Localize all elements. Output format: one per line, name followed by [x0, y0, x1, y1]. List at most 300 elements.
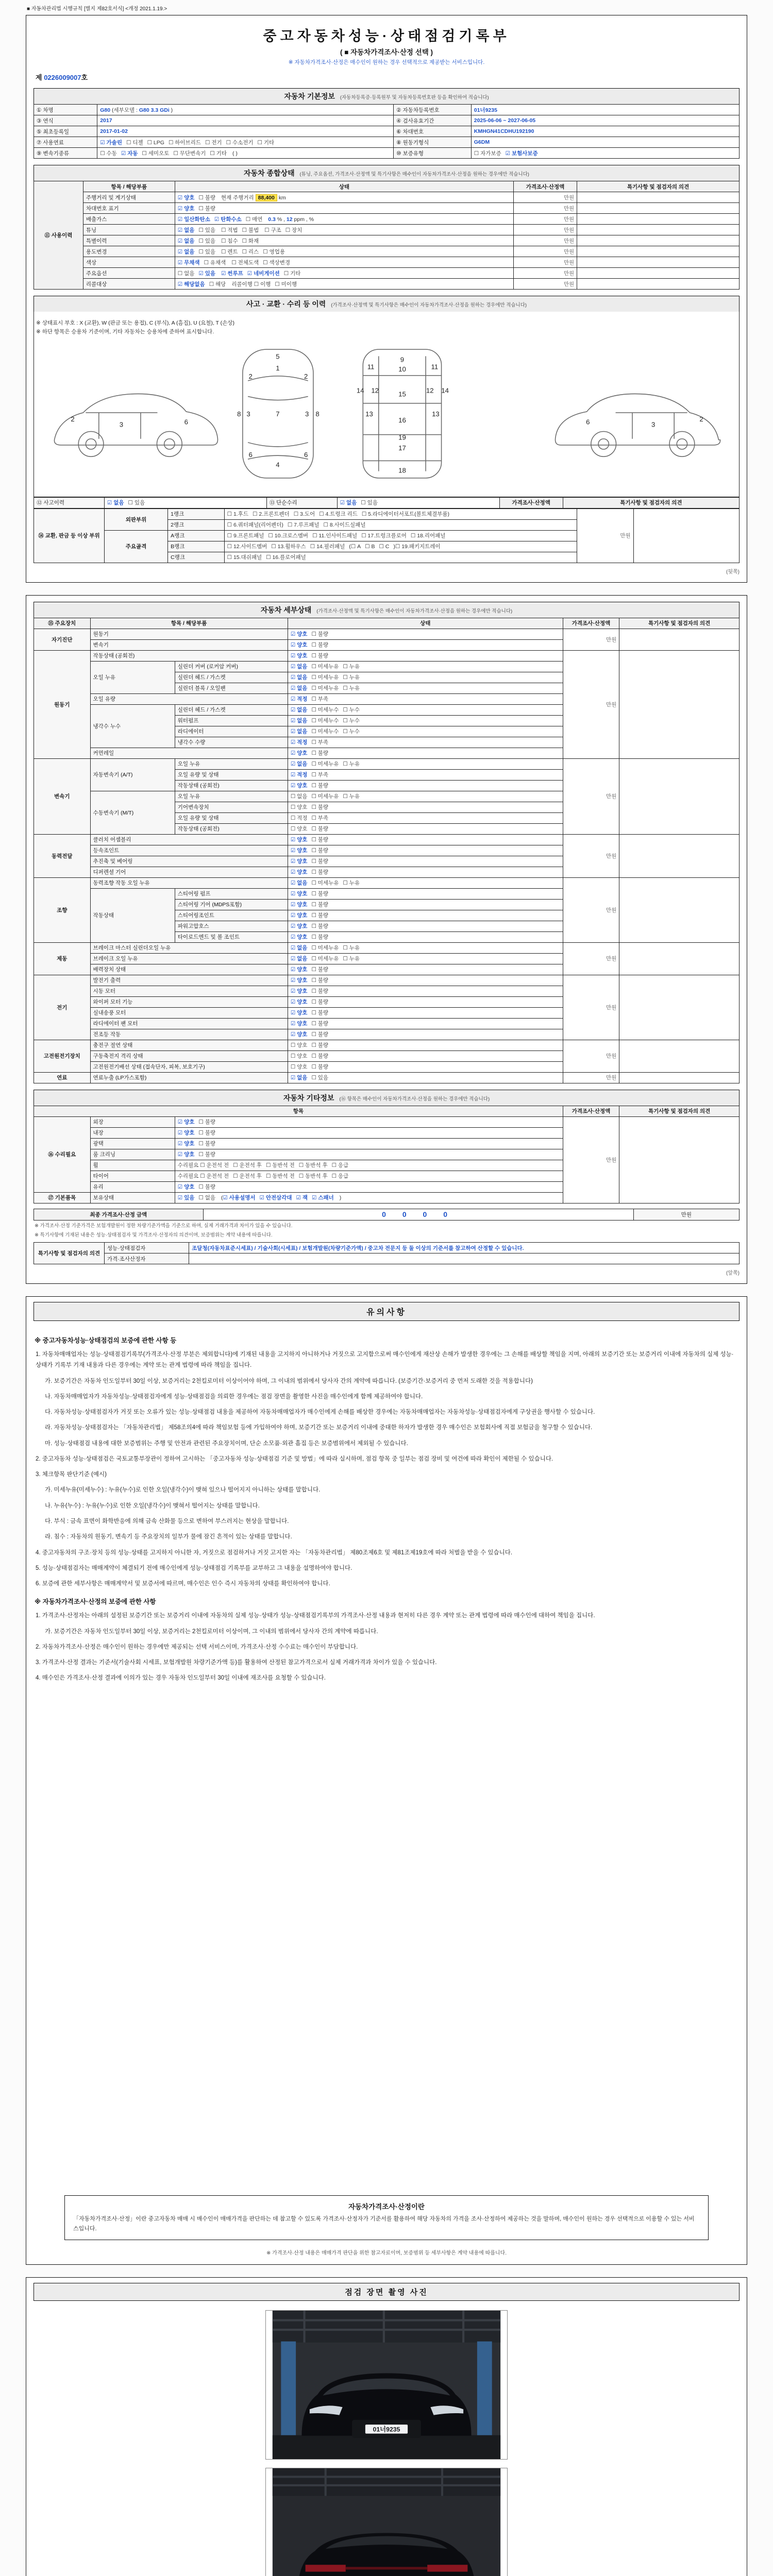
checkbox-양호[interactable]: ☑ 양호	[177, 1151, 195, 1158]
checkbox-양호[interactable]: ☑ 양호	[177, 1184, 195, 1191]
checkbox-양호[interactable]: ☑ 양호	[177, 1119, 195, 1126]
checkbox-없음[interactable]: ☑ 없음	[290, 880, 308, 887]
checkbox-없음[interactable]: ☑ 없음	[290, 728, 308, 735]
checkbox-LPG[interactable]: ☐ LPG	[147, 139, 164, 146]
checkbox-양호[interactable]: ☑ 양호	[290, 869, 308, 876]
checkbox-양호[interactable]: ☐ 양호	[290, 804, 308, 811]
checkbox-누유[interactable]: ☐ 누유	[343, 956, 360, 962]
checkbox-18.리어패널[interactable]: ☐ 18.리어패널	[410, 533, 446, 539]
diagram-part-number: 13	[432, 410, 440, 418]
checkbox-응급[interactable]: ☐ 응급	[331, 1162, 349, 1169]
checkbox-가솔린[interactable]: ☑ 가솔린	[100, 139, 122, 146]
checkbox-기타[interactable]: ☐ 기타	[257, 139, 275, 146]
header-cell: 특기사항 및 점검자의 의견	[563, 497, 739, 508]
checkbox-불량[interactable]: ☐ 불량	[311, 848, 329, 854]
text: )	[393, 544, 395, 550]
checkbox-불량[interactable]: ☐ 불량	[311, 923, 329, 930]
checkbox-불량[interactable]: ☐ 불량	[311, 750, 329, 757]
photos-box	[26, 2277, 747, 2576]
diagram-part-number: 3	[246, 410, 250, 418]
checkbox-스패너[interactable]: ☑ 스패너	[312, 1195, 334, 1201]
checkbox-잭[interactable]: ☑ 잭	[296, 1195, 308, 1201]
checkbox-불량[interactable]: ☐ 불량	[311, 837, 329, 843]
checkbox-있음[interactable]: ☐ 있음	[198, 248, 216, 255]
checkbox-양호[interactable]: ☑ 양호	[290, 837, 308, 843]
cell: 만원	[577, 509, 634, 563]
checkbox-양호[interactable]: ☑ 양호	[290, 653, 308, 659]
inspector-opinion-table	[33, 1242, 740, 1264]
checkbox-양호[interactable]: ☑ 양호	[290, 977, 308, 984]
detail-condition-table	[33, 618, 740, 1083]
header-cell: 항목 / 해당부품	[90, 618, 288, 629]
diagram-part-number: 12	[426, 386, 434, 394]
checkbox-운전석 후[interactable]: ☐ 운전석 후	[233, 1162, 262, 1169]
notes-paragraph: 1. 가격조사·산정자는 아래의 설정된 보증기간 또는 보증거리 이내에 자동차의 실제 성능·상태가 성능·상태점검기록부의 가격조사·산정 내용과 현저히 다른 경우 계약 또는 관계 법령에 따라 매수인에 대하여 책임을 집니다.	[36, 1613, 595, 1619]
checkbox-불량[interactable]: ☐ 불량	[311, 1010, 329, 1016]
checkbox-7.루프패널[interactable]: ☐ 7.루프패널	[287, 522, 320, 529]
checkbox-A[interactable]: ☐ A	[350, 544, 361, 550]
checkbox-불량[interactable]: ☐ 불량	[311, 642, 329, 649]
checkbox-일산화탄소[interactable]: ☑ 일산화탄소	[177, 216, 210, 223]
text: 수리필요	[177, 1162, 200, 1169]
checkbox-있음[interactable]: ☑ 있음	[198, 270, 216, 277]
checkbox-12.사이드멤버[interactable]: ☐ 12.사이드멤버	[227, 544, 267, 550]
checkbox-불량[interactable]: ☐ 불량	[311, 1042, 329, 1049]
cell: ⑭ 교환, 판금 등 이상 부위	[34, 509, 105, 563]
overall-condition-table	[33, 181, 740, 290]
cell: 스티어링 기어 (MDPS포함)	[175, 899, 288, 910]
cell	[288, 758, 563, 769]
cell	[577, 268, 740, 279]
checkbox-없음[interactable]: ☑ 없음	[290, 685, 308, 692]
checkbox-없음[interactable]: ☑ 없음	[290, 1075, 308, 1081]
checkbox-적정[interactable]: ☑ 적정	[290, 696, 308, 703]
cell	[288, 975, 563, 986]
cell: 만원	[563, 1072, 619, 1083]
checkbox-없음[interactable]: ☑ 없음	[290, 674, 308, 681]
checkbox-불량[interactable]: ☐ 불량	[311, 934, 329, 941]
checkbox-운전석 후[interactable]: ☐ 운전석 후	[233, 1173, 262, 1180]
basic-title-text: 자동차 기본정보	[284, 92, 335, 100]
price-definition-box	[64, 2195, 709, 2241]
document-page	[26, 0, 747, 2576]
checkbox-양호[interactable]: ☑ 양호	[290, 999, 308, 1006]
cell	[288, 964, 563, 975]
checkbox-보험사보증[interactable]: ☑ 보험사보증	[505, 150, 538, 157]
checkbox-11.인사이드패널[interactable]: ☐ 11.인사이드패널	[312, 533, 358, 539]
checkbox-양호[interactable]: ☐ 양호	[290, 1042, 308, 1049]
checkbox-기타[interactable]: ☐ 기타	[210, 150, 227, 157]
checkbox-적정[interactable]: ☑ 적정	[290, 772, 308, 778]
checkbox-미이행[interactable]: ☐ 미이행	[275, 281, 297, 287]
checkbox-누유[interactable]: ☐ 누유	[343, 674, 360, 681]
checkbox-4.트렁크 리드[interactable]: ☐ 4.트렁크 리드	[319, 511, 358, 518]
checkbox-영업용[interactable]: ☐ 영업용	[263, 248, 285, 255]
checkbox-동반석 전[interactable]: ☐ 동반석 전	[265, 1162, 295, 1169]
checkbox-수동[interactable]: ☐ 수동	[100, 150, 117, 157]
checkbox-누수[interactable]: ☐ 누수	[343, 707, 360, 714]
checkbox-미세누유[interactable]: ☐ 미세누유	[311, 956, 339, 962]
checkbox-전기[interactable]: ☐ 전기	[205, 139, 222, 146]
checkbox-16.플로어패널[interactable]: ☐ 16.플로어패널	[266, 554, 306, 561]
cell: 기어변속장치	[175, 802, 288, 812]
cell: 만원	[563, 629, 619, 650]
checkbox-불량[interactable]: ☐ 불량	[198, 1130, 216, 1137]
checkbox-없음[interactable]: ☐ 없음	[290, 793, 308, 800]
checkbox-미세누유[interactable]: ☐ 미세누유	[311, 945, 339, 952]
checkbox-부족[interactable]: ☐ 부족	[311, 739, 329, 746]
cell	[288, 856, 563, 867]
notes-paragraph: 4. 매수인은 가격조사·산정 결과에 이의가 있는 경우 자동차 인도일부터 30일 이내에 재조사를 요청할 수 있습니다.	[36, 1675, 326, 1682]
checkbox-미세누유[interactable]: ☐ 미세누유	[311, 880, 339, 887]
cell: 만원	[633, 1209, 739, 1220]
checkbox-미세누유[interactable]: ☐ 미세누유	[311, 761, 339, 768]
checkbox-불량[interactable]: ☐ 불량	[198, 1184, 216, 1191]
checkbox-누유[interactable]: ☐ 누유	[343, 664, 360, 670]
cell	[224, 552, 577, 563]
checkbox-있음[interactable]: ☐ 있음	[128, 500, 145, 506]
checkbox-양호[interactable]: ☑ 양호	[290, 1010, 308, 1016]
checkbox-부족[interactable]: ☐ 부족	[311, 815, 329, 822]
cell	[288, 780, 563, 791]
cell	[619, 975, 740, 1040]
diagram-part-number: 12	[371, 386, 379, 394]
checkbox-무단변속기[interactable]: ☐ 무단변속기	[173, 150, 206, 157]
checkbox-15.대쉬패널[interactable]: ☐ 15.대쉬패널	[227, 554, 262, 561]
checkbox-색상변경[interactable]: ☐ 색상변경	[263, 259, 291, 266]
checkbox-불법[interactable]: ☐ 불법	[242, 227, 259, 233]
cell	[577, 257, 740, 268]
checkbox-양호[interactable]: ☑ 양호	[290, 934, 308, 941]
cell	[175, 214, 513, 225]
checkbox-무채색[interactable]: ☑ 무채색	[177, 259, 200, 266]
checkbox-불량[interactable]: ☐ 불량	[198, 1141, 216, 1147]
checkbox-19.패키지트레이[interactable]: ☐ 19.패키지트레이	[395, 544, 441, 550]
cell: 만원	[513, 257, 577, 268]
checkbox-6.쿼터패널(리어펜더)[interactable]: ☐ 6.쿼터패널(리어펜더)	[227, 522, 283, 529]
checkbox-불량[interactable]: ☐ 불량	[311, 869, 329, 876]
checkbox-양호[interactable]: ☑ 양호	[290, 848, 308, 854]
checkbox-불량[interactable]: ☐ 불량	[311, 631, 329, 638]
checkbox-디젤[interactable]: ☐ 디젤	[126, 139, 143, 146]
checkbox-양호[interactable]: ☑ 양호	[290, 988, 308, 995]
photo-stack	[33, 2310, 740, 2576]
cell: 차대번호 표기	[83, 203, 175, 214]
side-view-left	[54, 394, 217, 456]
checkbox-5.라디에이터서포트(볼트체결부품)[interactable]: ☐ 5.라디에이터서포트(볼트체결부품)	[361, 511, 449, 518]
cell: 커먼레일	[90, 748, 288, 758]
cell: 냉각수 수량	[175, 737, 288, 748]
text: (	[349, 544, 351, 550]
cell: 만원	[513, 279, 577, 290]
field-value: 01너9235	[474, 107, 497, 113]
checkbox-미세누유[interactable]: ☐ 미세누유	[311, 793, 339, 800]
checkbox-없음[interactable]: ☑ 없음	[290, 718, 308, 724]
checkbox-해당[interactable]: ☐ 해당	[209, 281, 226, 287]
detail-title-text: 자동차 세부상태	[260, 605, 312, 614]
cell: 라디에이터	[175, 726, 288, 737]
checkbox-양호[interactable]: ☑ 양호	[177, 1130, 195, 1137]
checkbox-미세누유[interactable]: ☐ 미세누유	[311, 685, 339, 692]
cell: 냉각수 누수	[90, 704, 175, 748]
checkbox-양호[interactable]: ☐ 양호	[290, 826, 308, 833]
cell: 만원	[513, 192, 577, 203]
checkbox-불량[interactable]: ☐ 불량	[198, 205, 216, 212]
cell	[288, 812, 563, 823]
cell	[288, 1029, 563, 1040]
cell: 특별이력	[83, 235, 175, 246]
checkbox-13.휠하우스[interactable]: ☐ 13.휠하우스	[271, 544, 306, 550]
price-select-note: ※ 자동차가격조사·산정은 매수인이 원하는 경우 선택적으로 제공받는 서비스입니다.	[288, 59, 485, 65]
checkbox-누유[interactable]: ☐ 누유	[343, 880, 360, 887]
checkbox-미세누유[interactable]: ☐ 미세누유	[311, 674, 339, 681]
checkbox-세미오토[interactable]: ☐ 세미오토	[142, 150, 170, 157]
checkbox-장치[interactable]: ☐ 장치	[285, 227, 303, 233]
checkbox-양호[interactable]: ☑ 양호	[290, 783, 308, 789]
checkbox-누유[interactable]: ☐ 누유	[343, 685, 360, 692]
checkbox-불량[interactable]: ☐ 불량	[198, 1151, 216, 1158]
checkbox-양호[interactable]: ☑ 양호	[177, 194, 195, 201]
cell	[288, 921, 563, 931]
cell: 만원	[513, 235, 577, 246]
cell: 만원	[563, 834, 619, 877]
checkbox-없음[interactable]: ☑ 없음	[177, 227, 195, 233]
text: % ,	[275, 216, 287, 223]
cell	[288, 726, 563, 737]
diagram-part-number: 7	[276, 410, 280, 418]
checkbox-양호[interactable]: ☑ 양호	[290, 858, 308, 865]
checkbox-양호[interactable]: ☑ 양호	[290, 631, 308, 638]
price-note-1: ※ 가격조사·산정 기준가격은 보험개발원이 정한 차량기준가액을 기준으로 하며, 실제 거래가격과 차이가 있을 수 있습니다.	[35, 1223, 293, 1229]
checkbox-동반석 후[interactable]: ☐ 동반석 후	[298, 1173, 328, 1180]
checkbox-미세누수[interactable]: ☐ 미세누수	[311, 718, 339, 724]
checkbox-운전석 전[interactable]: ☐ 운전석 전	[200, 1173, 229, 1180]
form-reference: ■ 자동차관리법 시행규칙 [별지 제82호서식] <개정 2021.1.19.>	[27, 6, 167, 12]
checkbox-이행[interactable]: ☐ 이행	[254, 281, 271, 287]
checkbox-응급[interactable]: ☐ 응급	[331, 1173, 349, 1180]
checkbox-양호[interactable]: ☑ 양호	[290, 923, 308, 930]
inspection-photo-front	[265, 2310, 508, 2460]
checkbox-없음[interactable]: ☑ 없음	[290, 956, 308, 962]
checkbox-불량[interactable]: ☐ 불량	[311, 912, 329, 919]
checkbox-양호[interactable]: ☐ 양호	[290, 1053, 308, 1060]
checkbox-불량[interactable]: ☐ 불량	[311, 891, 329, 897]
checkbox-사용설명서[interactable]: ☑ 사용설명서	[223, 1195, 256, 1201]
checkbox-양호[interactable]: ☑ 양호	[290, 1031, 308, 1038]
checkbox-있음[interactable]: ☐ 있음	[311, 1075, 329, 1081]
cell	[175, 1181, 563, 1192]
cell	[619, 629, 740, 650]
checkbox-탄화수소[interactable]: ☑ 탄화수소	[214, 216, 242, 223]
cell: 색상	[83, 257, 175, 268]
checkbox-2.프론트펜더[interactable]: ☐ 2.프론트펜더	[252, 511, 290, 518]
cell: 외장	[90, 1116, 175, 1127]
checkbox-1.후드[interactable]: ☐ 1.후드	[227, 511, 248, 518]
cell	[175, 225, 513, 235]
checkbox-불량[interactable]: ☐ 불량	[311, 826, 329, 833]
cell: 배력장치 상태	[90, 964, 288, 975]
checkbox-매연[interactable]: ☐ 매연	[245, 216, 263, 223]
checkbox-불량[interactable]: ☐ 불량	[311, 783, 329, 789]
checkbox-누유[interactable]: ☐ 누유	[343, 945, 360, 952]
checkbox-없음[interactable]: ☑ 없음	[177, 248, 195, 255]
diagram-part-number: 2	[248, 372, 253, 380]
checkbox-없음[interactable]: ☐ 없음	[177, 270, 195, 277]
diagram-part-number: 6	[586, 417, 590, 426]
checkbox-자가보증[interactable]: ☐ 자가보증	[474, 150, 501, 157]
cell: 만원	[563, 975, 619, 1040]
cell	[288, 1072, 563, 1083]
cell: 브레이크 마스터 실린더오일 누유	[90, 942, 288, 953]
checkbox-양호[interactable]: ☑ 양호	[290, 1021, 308, 1027]
checkbox-14.필러패널[interactable]: ☐ 14.필러패널	[310, 544, 345, 550]
checkbox-없음[interactable]: ☑ 없음	[107, 500, 124, 506]
checkbox-부족[interactable]: ☐ 부족	[311, 696, 329, 703]
notes-group-heading: ※ 중고자동차성능·상태점검의 보증에 관한 사항 등	[35, 1337, 177, 1345]
cell	[619, 1072, 740, 1083]
checkbox-동반석 전[interactable]: ☐ 동반석 전	[265, 1173, 295, 1180]
cell: 원동기	[90, 629, 288, 639]
checkbox-누유[interactable]: ☐ 누유	[343, 761, 360, 768]
checkbox-있음[interactable]: ☑ 있음	[177, 1195, 195, 1201]
cell: 연료누출 (LP가스포함)	[90, 1072, 288, 1083]
checkbox-9.프론트패널[interactable]: ☐ 9.프론트패널	[227, 533, 264, 539]
document-subtitle: ( ■ 자동차가격조사·산정 선택 )	[340, 48, 433, 56]
checkbox-누수[interactable]: ☐ 누수	[343, 718, 360, 724]
cell	[224, 509, 577, 519]
cell: 스티어링조인트	[175, 910, 288, 921]
cell: ⑤ 최초등록일	[34, 126, 97, 137]
checkbox-양호[interactable]: ☑ 양호	[290, 642, 308, 649]
checkbox-불량[interactable]: ☐ 불량	[198, 1119, 216, 1126]
checkbox-불량[interactable]: ☐ 불량	[311, 1064, 329, 1071]
checkbox-침수[interactable]: ☐ 침수	[221, 238, 238, 244]
checkbox-누수[interactable]: ☐ 누수	[343, 728, 360, 735]
checkbox-누유[interactable]: ☐ 누유	[343, 793, 360, 800]
cell	[288, 931, 563, 942]
checkbox-적정[interactable]: ☐ 적정	[290, 815, 308, 822]
checkbox-없음[interactable]: ☑ 없음	[290, 707, 308, 714]
checkbox-3.도어[interactable]: ☐ 3.도어	[293, 511, 315, 518]
checkbox-8.사이드실패널[interactable]: ☐ 8.사이드실패널	[323, 522, 366, 529]
cell: 원동기	[34, 650, 91, 758]
cell	[471, 137, 739, 148]
cell	[471, 148, 739, 159]
checkbox-불량[interactable]: ☐ 불량	[311, 977, 329, 984]
checkbox-불량[interactable]: ☐ 불량	[311, 1053, 329, 1060]
checkbox-기타[interactable]: ☐ 기타	[283, 270, 301, 277]
cell	[288, 877, 563, 888]
cell	[577, 203, 740, 214]
checkbox-불량[interactable]: ☐ 불량	[311, 804, 329, 811]
cell: ⑫ 사고이력	[34, 497, 105, 508]
checkbox-동반석 후[interactable]: ☐ 동반석 후	[298, 1162, 328, 1169]
checkbox-17.트렁크플로어[interactable]: ☐ 17.트렁크플로어	[361, 533, 407, 539]
checkbox-썬루프[interactable]: ☑ 썬루프	[221, 270, 243, 277]
checkbox-부족[interactable]: ☐ 부족	[311, 772, 329, 778]
cell: 수동변속기 (M/T)	[90, 791, 175, 834]
checkbox-없음[interactable]: ☑ 없음	[290, 761, 308, 768]
cell	[619, 758, 740, 834]
checkbox-없음[interactable]: ☑ 없음	[290, 945, 308, 952]
cell	[471, 126, 739, 137]
cell: 실린더 헤드 / 가스켓	[175, 672, 288, 683]
checkbox-네비게이션[interactable]: ☑ 네비게이션	[247, 270, 280, 277]
checkbox-하이브리드[interactable]: ☐ 하이브리드	[168, 139, 201, 146]
checkbox-수소전기[interactable]: ☐ 수소전기	[226, 139, 254, 146]
cell: 고전원전기배선 상태 (접속단자, 피복, 보호기구)	[90, 1061, 288, 1072]
notes-paragraph: 라. 자동차성능·상태점검자는 「자동차관리법」 제58조의4에 따라 책임보험 등에 가입하여야 하며, 보증기간 또는 보증거리 이내에 중대한 하자가 발생한 경우 매수인은 보험회사에 직접 보험금을 청구할 수 있습니다.	[45, 1425, 593, 1431]
cell: 룸 크리닝	[90, 1149, 175, 1160]
checkbox-불량[interactable]: ☐ 불량	[311, 1021, 329, 1027]
checkbox-양호[interactable]: ☑ 양호	[290, 912, 308, 919]
checkbox-리스[interactable]: ☐ 리스	[242, 248, 259, 255]
checkbox-있음[interactable]: ☐ 있음	[198, 238, 216, 244]
cell: 고전원전기장치	[34, 1040, 91, 1072]
checkbox-불량[interactable]: ☐ 불량	[311, 902, 329, 908]
checkbox-없음[interactable]: ☑ 없음	[290, 664, 308, 670]
checkbox-불량[interactable]: ☐ 불량	[311, 858, 329, 865]
checkbox-화재[interactable]: ☐ 화재	[242, 238, 259, 244]
cell	[288, 845, 563, 856]
checkbox-양호[interactable]: ☑ 양호	[290, 967, 308, 973]
header-cell: 특기사항 및 점검자의 의견	[619, 618, 740, 629]
cell	[175, 235, 513, 246]
checkbox-유채색[interactable]: ☐ 유채색	[204, 259, 226, 266]
checkbox-렌트[interactable]: ☐ 렌트	[221, 248, 238, 255]
checkbox-전체도색[interactable]: ☐ 전체도색	[231, 259, 259, 266]
checkbox-적정[interactable]: ☑ 적정	[290, 739, 308, 746]
checkbox-없음[interactable]: ☐ 없음	[198, 1195, 216, 1201]
notes-content	[33, 1328, 740, 2185]
checkbox-있음[interactable]: ☐ 있음	[198, 227, 216, 233]
checkbox-안전삼각대[interactable]: ☑ 안전삼각대	[259, 1195, 292, 1201]
checkbox-없음[interactable]: ☑ 없음	[340, 500, 357, 506]
checkbox-해당없음[interactable]: ☑ 해당없음	[177, 281, 205, 287]
checkbox-양호[interactable]: ☐ 양호	[290, 1064, 308, 1071]
cell	[175, 1160, 563, 1171]
checkbox-10.크로스멤버[interactable]: ☐ 10.크로스멤버	[268, 533, 309, 539]
cell	[471, 105, 739, 115]
checkbox-양호[interactable]: ☑ 양호	[177, 1141, 195, 1147]
checkbox-적법[interactable]: ☐ 적법	[221, 227, 238, 233]
checkbox-구조[interactable]: ☐ 구조	[264, 227, 281, 233]
checkbox-미세누수[interactable]: ☐ 미세누수	[311, 728, 339, 735]
checkbox-미세누수[interactable]: ☐ 미세누수	[311, 707, 339, 714]
checkbox-양호[interactable]: ☑ 양호	[290, 891, 308, 897]
checkbox-양호[interactable]: ☑ 양호	[177, 205, 195, 212]
checkbox-불량[interactable]: ☐ 불량	[311, 1031, 329, 1038]
checkbox-운전석 전[interactable]: ☐ 운전석 전	[200, 1162, 229, 1169]
field-value: KMHGN41CDHU192190	[474, 128, 534, 134]
text: (	[220, 1195, 223, 1201]
checkbox-B[interactable]: ☐ B	[365, 544, 375, 550]
cell: 디퍼렌셜 기어	[90, 867, 288, 877]
checkbox-C[interactable]: ☐ C	[379, 544, 390, 550]
checkbox-미세누유[interactable]: ☐ 미세누유	[311, 664, 339, 670]
checkbox-불량[interactable]: ☐ 불량	[311, 653, 329, 659]
checkbox-있음[interactable]: ☐ 있음	[361, 500, 378, 506]
cell	[288, 986, 563, 996]
checkbox-양호[interactable]: ☑ 양호	[290, 902, 308, 908]
checkbox-없음[interactable]: ☑ 없음	[177, 238, 195, 244]
checkbox-불량[interactable]: ☐ 불량	[311, 999, 329, 1006]
checkbox-불량[interactable]: ☐ 불량	[311, 967, 329, 973]
checkbox-불량[interactable]: ☐ 불량	[311, 988, 329, 995]
checkbox-자동[interactable]: ☑ 자동	[121, 150, 138, 157]
checkbox-불량[interactable]: ☐ 불량	[198, 194, 216, 201]
checkbox-양호[interactable]: ☑ 양호	[290, 750, 308, 757]
